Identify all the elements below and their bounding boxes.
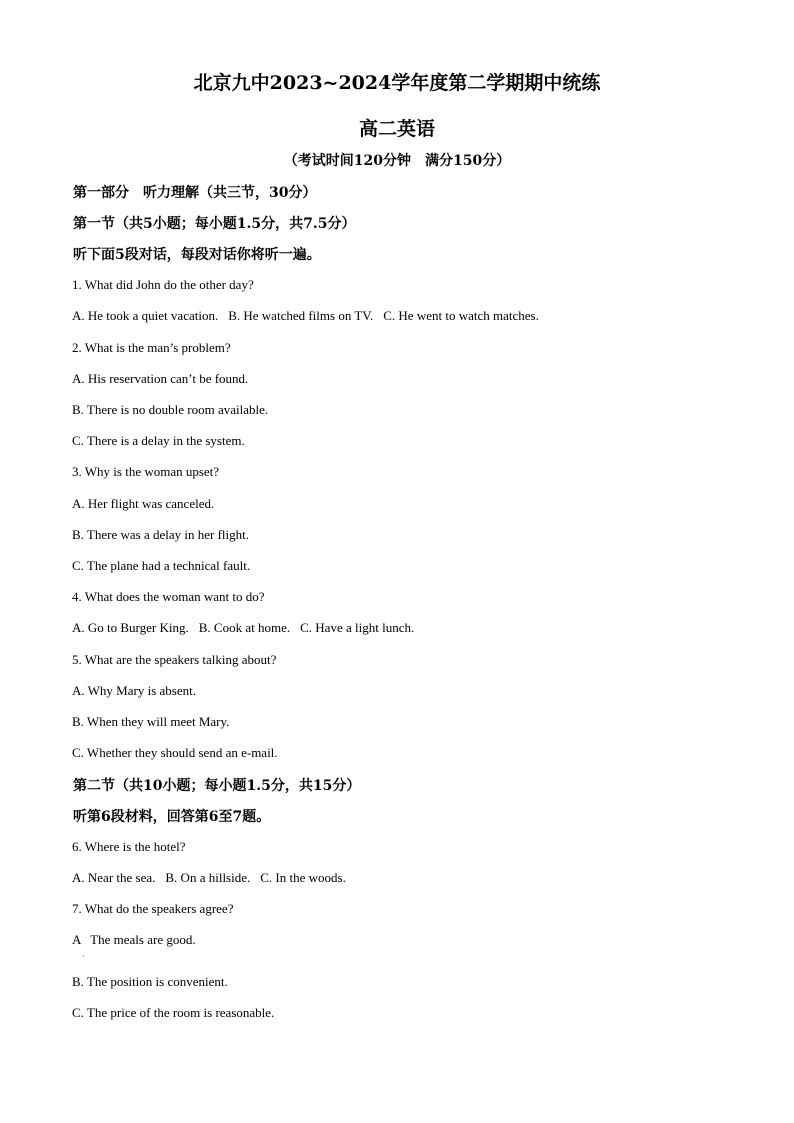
exam-title: 北京九中2023~2024学年度第二学期期中统练 (193, 72, 601, 94)
question-7-option-a: A The meals are good. (72, 932, 196, 947)
question-6-stem: 6. Where is the hotel? (72, 839, 186, 854)
section2-instruction: 听第6段材料，回答第6至7题。 (73, 809, 271, 825)
question-7-option-c: C. The price of the room is reasonable. (72, 1005, 275, 1020)
question-5-option-a: A. Why Mary is absent. (72, 683, 196, 698)
question-7-stem: 7. What do the speakers agree? (72, 901, 234, 916)
question-2-option-c: C. There is a delay in the system. (72, 433, 245, 448)
option-c: C. In the woods. (260, 870, 346, 885)
question-2-option-a: A. His reservation can’t be found. (72, 371, 249, 386)
question-3-stem: 3. Why is the woman upset? (72, 464, 220, 479)
stray-dot: · (82, 952, 85, 961)
question-4-options (72, 620, 424, 636)
option-c: C. Have a light lunch. (300, 620, 415, 635)
question-2-stem: 2. What is the man’s problem? (72, 340, 231, 355)
subject-title: 高二英语 (358, 118, 435, 140)
question-1-stem: 1. What did John do the other day? (72, 277, 254, 292)
option-a: A. Near the sea. (72, 870, 156, 885)
question-6-options (72, 870, 356, 886)
question-1-options (72, 308, 549, 324)
question-3-option-c: C. The plane had a technical fault. (72, 558, 251, 573)
section2-heading: 第二节（共10小题；每小题1.5分，共15分） (73, 778, 361, 794)
question-5-stem: 5. What are the speakers talking about? (72, 652, 277, 667)
question-3-option-b: B. There was a delay in her flight. (72, 527, 250, 542)
section1-instruction: 听下面5段对话，每段对话你将听一遍。 (73, 247, 321, 263)
option-b: B. On a hillside. (165, 870, 251, 885)
exam-info: （考试时间120分钟 满分150分） (283, 153, 511, 169)
section1-heading: 第一节（共5小题；每小题1.5分，共7.5分） (73, 216, 356, 232)
part1-heading: 第一部分 听力理解（共三节，30分） (73, 185, 317, 201)
question-3-option-a: A. Her flight was canceled. (72, 496, 215, 511)
question-4-stem: 4. What does the woman want to do? (72, 589, 265, 604)
option-b: B. He watched films on TV. (228, 308, 374, 323)
question-5-option-b: B. When they will meet Mary. (72, 714, 230, 729)
option-a: A. Go to Burger King. (72, 620, 189, 635)
question-5-option-c: C. Whether they should send an e-mail. (72, 745, 278, 760)
option-b: B. Cook at home. (198, 620, 291, 635)
option-a: A. He took a quiet vacation. (72, 308, 219, 323)
question-7-option-b: B. The position is convenient. (72, 974, 228, 989)
option-c: C. He went to watch matches. (383, 308, 539, 323)
question-2-option-b: B. There is no double room available. (72, 402, 269, 417)
